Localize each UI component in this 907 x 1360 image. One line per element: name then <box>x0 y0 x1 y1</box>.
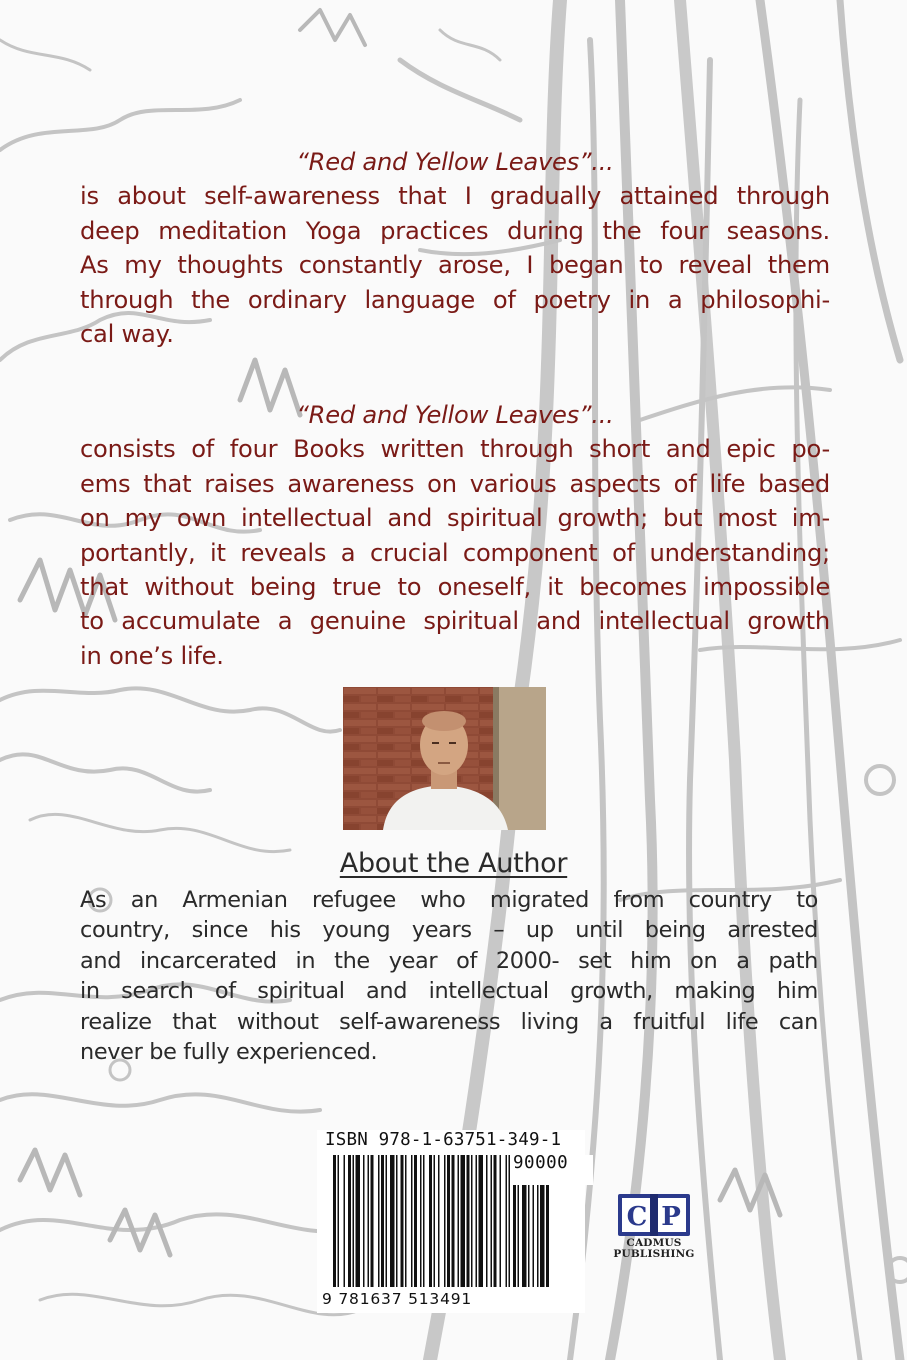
logo-letter-c: C <box>626 1202 648 1232</box>
blurb-line: in one’s life. <box>80 641 224 670</box>
blurb-line: ems that raises awareness on various aspects of life based <box>80 469 830 498</box>
blurb-line: cal way. <box>80 320 174 349</box>
about-line: in search of spiritual and intellectual growth, making him <box>80 978 818 1005</box>
price-code: 90000 <box>513 1153 569 1173</box>
about-author-text <box>80 885 818 1067</box>
blurb-line: through the ordinary language of poetry in a philosophi- <box>80 285 830 314</box>
publisher-name-line2: PUBLISHING <box>613 1248 695 1260</box>
blurb-heading-1: “Red and Yellow Leaves”... <box>296 148 614 176</box>
blurb-heading-2: “Red and Yellow Leaves”... <box>296 401 614 429</box>
blurb-paragraph-2 <box>80 398 830 673</box>
publisher-logo <box>612 1190 696 1270</box>
barcode-bars <box>333 1155 593 1307</box>
about-line: As an Armenian refugee who migrated from country to <box>80 887 818 913</box>
blurb-line: is about self-awareness that I gradually attained through <box>80 182 830 211</box>
author-photo <box>343 687 546 830</box>
blurb-line: deep meditation Yoga practices during the four seasons. <box>80 216 830 245</box>
blurb-line: on my own intellectual and spiritual growth; but most im- <box>80 504 830 533</box>
about-line: country, since his young years – up until being arrested <box>80 917 818 944</box>
about-author-title-text: About the Author <box>339 848 568 879</box>
publisher-name-line1: CADMUS <box>626 1237 682 1249</box>
logo-letter-p: P <box>661 1202 681 1232</box>
about-author-title <box>0 848 907 879</box>
blurb-line: portantly, it reveals a crucial component of understanding; <box>80 538 830 567</box>
publisher-name <box>612 1238 696 1260</box>
blurb-line: to accumulate a genuine spiritual and intellectual growth <box>80 607 830 636</box>
blurb-line: consists of four Books written through short and epic po- <box>80 435 830 464</box>
about-line: realize that without self-awareness living a fruitful life can <box>80 1008 818 1035</box>
about-line: and incarcerated in the year of 2000- set him on a path <box>80 947 818 974</box>
isbn-label: ISBN 978-1-63751-349-1 <box>325 1130 562 1150</box>
about-line: never be fully experienced. <box>80 1039 378 1066</box>
blurb-line: As my thoughts constantly arose, I began to reveal them <box>80 251 830 280</box>
isbn-barcode <box>317 1130 585 1313</box>
ean-digits: 9 781637 513491 <box>322 1290 473 1308</box>
blurb-paragraph-1 <box>80 145 830 351</box>
blurb-line: that without being true to oneself, it becomes impossible <box>80 573 830 602</box>
